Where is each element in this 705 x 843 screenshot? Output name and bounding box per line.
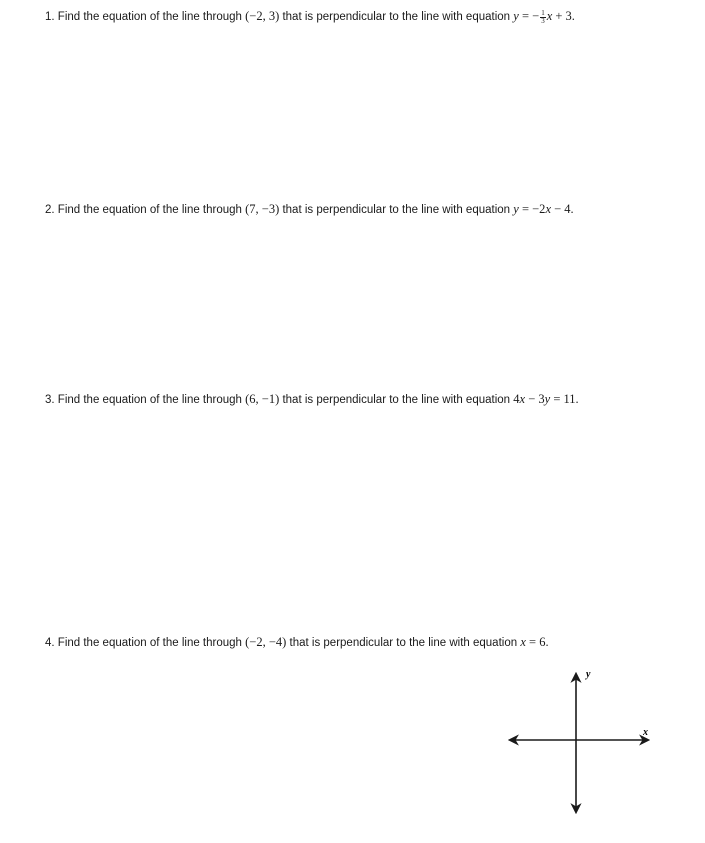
equation-var: x — [546, 9, 553, 23]
equation-part: = 11. — [550, 392, 579, 406]
problem-text: that is perpendicular to the line with equation — [282, 394, 511, 406]
equation-part: − 4. — [551, 202, 574, 216]
equation-part: + 3. — [552, 9, 575, 23]
problem-4 — [45, 634, 549, 651]
problem-text: Find the equation of the line through — [57, 11, 242, 23]
equation-part: = 6. — [525, 635, 549, 649]
equation — [513, 9, 575, 23]
point: (−2, −4) — [245, 635, 287, 649]
problem-1 — [45, 8, 575, 25]
problem-text: Find the equation of the line through — [57, 394, 242, 406]
coordinate-axes — [500, 662, 660, 822]
equation-var: x — [545, 202, 551, 216]
equation-part: 4 — [513, 392, 520, 406]
equation-var: x — [520, 635, 526, 649]
equation — [513, 202, 573, 216]
equation-part: = − — [518, 9, 540, 23]
point: (7, −3) — [245, 202, 280, 216]
y-axis-label: y — [586, 669, 591, 680]
equation — [513, 392, 578, 406]
equation-part: = −2 — [518, 202, 546, 216]
problem-text: that is perpendicular to the line with equation — [289, 637, 518, 649]
problem-number: 3. — [45, 394, 55, 406]
equation-var: y — [513, 9, 519, 23]
equation-var: y — [544, 392, 551, 406]
problem-text: that is perpendicular to the line with equation — [282, 11, 511, 23]
problem-text: that is perpendicular to the line with equation — [282, 204, 511, 216]
problem-number: 1. — [45, 11, 55, 23]
x-axis-label: x — [643, 727, 648, 738]
problem-number: 4. — [45, 637, 55, 649]
problem-3 — [45, 391, 579, 408]
fraction-denominator: 3 — [541, 16, 545, 25]
equation-var: x — [519, 392, 526, 406]
point: (−2, 3) — [245, 9, 280, 23]
problem-number: 2. — [45, 204, 55, 216]
fraction — [540, 10, 546, 25]
fraction-numerator: 1 — [541, 8, 545, 17]
problem-2 — [45, 201, 574, 218]
problem-text: Find the equation of the line through — [57, 204, 242, 216]
equation-var: y — [513, 202, 519, 216]
point: (6, −1) — [245, 392, 280, 406]
equation — [520, 635, 548, 649]
equation-part: − 3 — [525, 392, 545, 406]
problem-text: Find the equation of the line through — [57, 637, 242, 649]
